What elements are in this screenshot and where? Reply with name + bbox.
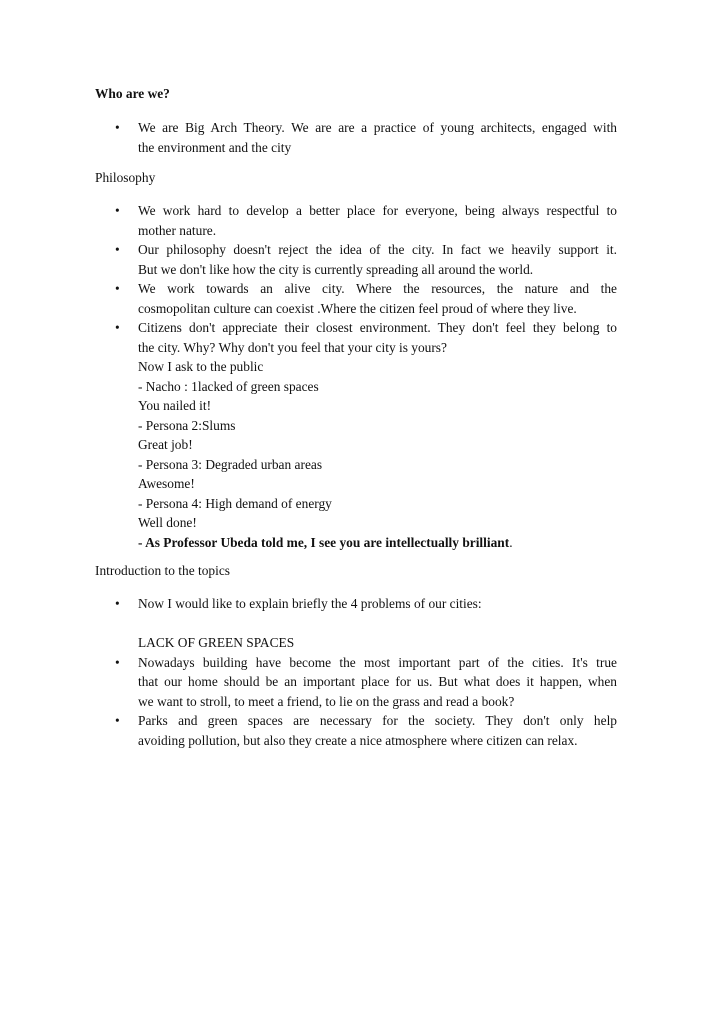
list-item: [0, 318, 720, 552]
text-line: the environment and the city: [138, 139, 292, 155]
bullet-icon: •: [115, 242, 120, 257]
bullet-icon: •: [115, 320, 120, 335]
text-line: - Persona 3: Degraded urban areas: [138, 456, 323, 472]
bullet-icon: •: [115, 596, 120, 611]
text-line: Now I ask to the public: [138, 359, 264, 374]
list-item: [0, 201, 720, 240]
subheading-lack-of-green-spaces: LACK OF GREEN SPACES: [138, 635, 295, 650]
blank-line: [138, 614, 617, 634]
text-line: We work towards an alive city. Where the resources, the nature and the: [138, 281, 617, 296]
list-item: [0, 118, 720, 157]
text-line: Great job!: [138, 437, 193, 452]
section-heading-introduction: Introduction to the topics: [95, 563, 230, 578]
bullet-icon: •: [115, 713, 120, 728]
text-line: Parks and green spaces are necessary for the society. They don't only help: [138, 713, 617, 728]
text-line: Citizens don't appreciate their closest environment. They don't feel they belong to: [138, 320, 617, 335]
text-line: We work hard to develop a better place for everyone, being always respectful to: [138, 203, 617, 218]
text-line: the city. Why? Why don't you feel that your city is yours?: [138, 339, 447, 355]
text-line: Nowadays building have become the most important part of the cities. It's true: [138, 654, 617, 670]
section-heading-who-are-we: Who are we?: [95, 86, 170, 101]
bullet-icon: •: [115, 203, 120, 218]
list-item: [0, 594, 720, 653]
bullet-icon: •: [115, 281, 120, 296]
bold-text: - As Professor Ubeda told me, I see you are intellectually brilliant: [138, 534, 510, 550]
text-line: Now I would like to explain briefly the 4 problems of our cities:: [138, 596, 482, 611]
section-heading-philosophy: Philosophy: [95, 170, 156, 185]
text-line: Awesome!: [138, 476, 195, 491]
bullet-icon: •: [115, 120, 120, 135]
text-line: mother nature.: [138, 222, 217, 238]
introduction-list: [0, 594, 720, 750]
list-item: [0, 711, 720, 750]
text-line: But we don't like how the city is currently spreading all around the world.: [138, 261, 534, 277]
text-line: - Nacho : 1lacked of green spaces: [138, 378, 319, 394]
list-item: [0, 240, 720, 279]
text-line: - Persona 4: High demand of energy: [138, 495, 332, 511]
text-line: we want to stroll, to meet a friend, to lie on the grass and read a book?: [138, 693, 515, 709]
punctuation: .: [509, 534, 513, 550]
text-line: cosmopolitan culture can coexist .Where the citizen feel proud of where they live.: [138, 300, 577, 316]
text-line: Well done!: [138, 515, 197, 530]
bold-closing-line: [138, 533, 617, 553]
text-line: Our philosophy doesn't reject the idea of the city. In fact we heavily support it.: [138, 242, 617, 257]
philosophy-list: [0, 201, 720, 552]
text-line: that our home should be an important place for us. But what does it happen, when: [138, 674, 617, 689]
text-line: You nailed it!: [138, 398, 212, 413]
who-are-we-list: [0, 118, 720, 157]
text-line: avoiding pollution, but also they create a nice atmosphere where citizen can relax.: [138, 732, 578, 748]
bullet-icon: •: [115, 654, 120, 670]
text-line: We are Big Arch Theory. We are are a practice of young architects, engaged with: [138, 120, 617, 135]
list-item: [0, 653, 720, 712]
list-item: [0, 279, 720, 318]
text-line: - Persona 2:Slums: [138, 417, 236, 433]
